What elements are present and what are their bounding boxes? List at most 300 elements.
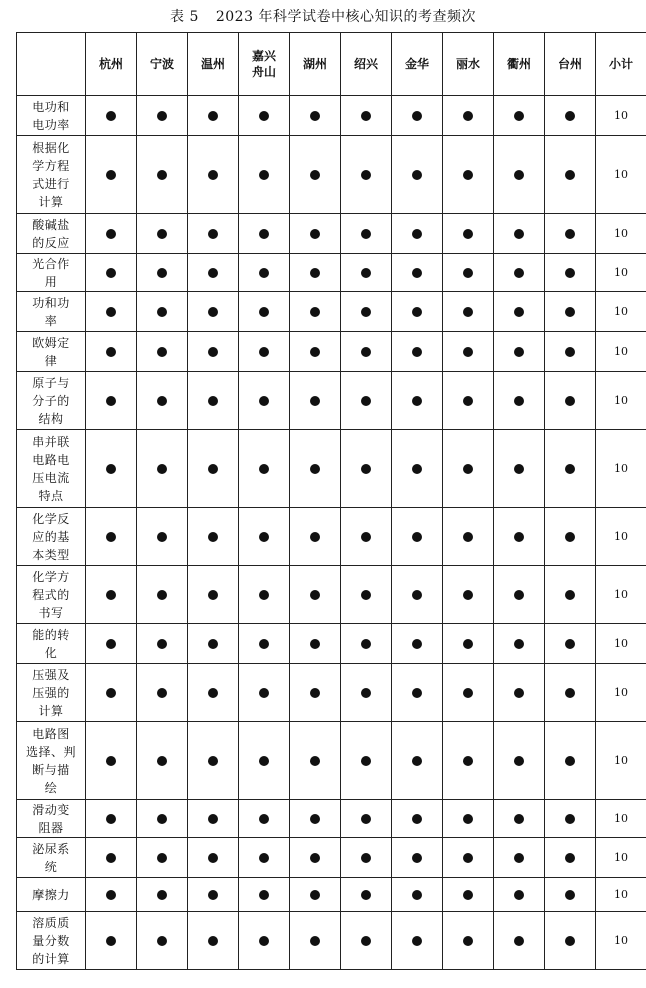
mark-cell <box>545 624 596 664</box>
table-row <box>17 722 646 800</box>
mark-cell <box>341 878 392 912</box>
mark-cell <box>290 878 341 912</box>
filled-dot-mark <box>514 590 524 600</box>
mark-cell <box>341 214 392 254</box>
filled-dot-mark <box>361 590 371 600</box>
filled-dot-mark <box>514 936 524 946</box>
column-header-city: 宁波 <box>137 33 188 96</box>
mark-cell <box>392 508 443 566</box>
mark-cell <box>137 722 188 800</box>
filled-dot-mark <box>463 936 473 946</box>
mark-cell <box>137 912 188 970</box>
mark-cell <box>137 566 188 624</box>
mark-cell <box>86 722 137 800</box>
filled-dot-mark <box>157 111 167 121</box>
mark-cell <box>392 624 443 664</box>
filled-dot-mark <box>259 347 269 357</box>
subtotal-cell: 10 <box>596 430 646 508</box>
filled-dot-mark <box>412 890 422 900</box>
frequency-table <box>16 32 646 970</box>
topic-cell: 电路图 选择、判 断与描 绘 <box>17 722 86 800</box>
mark-cell <box>137 136 188 214</box>
filled-dot-mark <box>412 532 422 542</box>
mark-cell <box>239 878 290 912</box>
mark-cell <box>341 136 392 214</box>
mark-cell <box>137 430 188 508</box>
filled-dot-mark <box>463 756 473 766</box>
filled-dot-mark <box>106 268 116 278</box>
filled-dot-mark <box>463 590 473 600</box>
filled-dot-mark <box>106 688 116 698</box>
subtotal-cell: 10 <box>596 624 646 664</box>
filled-dot-mark <box>259 268 269 278</box>
mark-cell <box>494 878 545 912</box>
filled-dot-mark <box>310 396 320 406</box>
mark-cell <box>239 722 290 800</box>
mark-cell <box>341 664 392 722</box>
table-row <box>17 292 646 332</box>
mark-cell <box>545 136 596 214</box>
filled-dot-mark <box>514 307 524 317</box>
mark-cell <box>137 878 188 912</box>
table-row <box>17 566 646 624</box>
filled-dot-mark <box>310 814 320 824</box>
mark-cell <box>188 292 239 332</box>
filled-dot-mark <box>565 229 575 239</box>
mark-cell <box>392 800 443 838</box>
filled-dot-mark <box>157 464 167 474</box>
filled-dot-mark <box>310 890 320 900</box>
filled-dot-mark <box>106 307 116 317</box>
mark-cell <box>290 372 341 430</box>
mark-cell <box>494 664 545 722</box>
table-body <box>17 96 646 970</box>
filled-dot-mark <box>514 853 524 863</box>
filled-dot-mark <box>310 170 320 180</box>
filled-dot-mark <box>208 756 218 766</box>
filled-dot-mark <box>565 814 575 824</box>
filled-dot-mark <box>361 814 371 824</box>
mark-cell <box>239 664 290 722</box>
topic-cell: 摩擦力 <box>17 878 86 912</box>
mark-cell <box>443 508 494 566</box>
topic-cell: 能的转 化 <box>17 624 86 664</box>
subtotal-cell: 10 <box>596 136 646 214</box>
mark-cell <box>86 136 137 214</box>
column-header-city: 嘉兴 舟山 <box>239 33 290 96</box>
filled-dot-mark <box>463 268 473 278</box>
mark-cell <box>545 292 596 332</box>
filled-dot-mark <box>565 688 575 698</box>
mark-cell <box>137 664 188 722</box>
filled-dot-mark <box>259 532 269 542</box>
table-caption <box>0 8 646 26</box>
filled-dot-mark <box>106 347 116 357</box>
subtotal-cell: 10 <box>596 664 646 722</box>
column-header-city: 金华 <box>392 33 443 96</box>
filled-dot-mark <box>157 814 167 824</box>
topic-cell: 欧姆定 律 <box>17 332 86 372</box>
filled-dot-mark <box>412 464 422 474</box>
filled-dot-mark <box>412 396 422 406</box>
mark-cell <box>545 912 596 970</box>
mark-cell <box>341 800 392 838</box>
column-header-city: 台州 <box>545 33 596 96</box>
mark-cell <box>341 508 392 566</box>
filled-dot-mark <box>157 936 167 946</box>
mark-cell <box>239 214 290 254</box>
filled-dot-mark <box>514 396 524 406</box>
filled-dot-mark <box>157 229 167 239</box>
filled-dot-mark <box>361 756 371 766</box>
filled-dot-mark <box>361 170 371 180</box>
filled-dot-mark <box>157 307 167 317</box>
mark-cell <box>137 508 188 566</box>
mark-cell <box>392 96 443 136</box>
filled-dot-mark <box>310 639 320 649</box>
filled-dot-mark <box>157 396 167 406</box>
topic-cell: 溶质质 量分数 的计算 <box>17 912 86 970</box>
filled-dot-mark <box>565 111 575 121</box>
filled-dot-mark <box>106 111 116 121</box>
mark-cell <box>239 624 290 664</box>
mark-cell <box>290 254 341 292</box>
mark-cell <box>392 136 443 214</box>
mark-cell <box>545 332 596 372</box>
filled-dot-mark <box>310 464 320 474</box>
mark-cell <box>494 800 545 838</box>
mark-cell <box>545 838 596 878</box>
mark-cell <box>239 508 290 566</box>
topic-cell: 酸碱盐 的反应 <box>17 214 86 254</box>
filled-dot-mark <box>259 111 269 121</box>
mark-cell <box>341 430 392 508</box>
mark-cell <box>188 96 239 136</box>
mark-cell <box>545 214 596 254</box>
mark-cell <box>239 254 290 292</box>
mark-cell <box>290 136 341 214</box>
filled-dot-mark <box>463 532 473 542</box>
mark-cell <box>494 508 545 566</box>
mark-cell <box>443 96 494 136</box>
mark-cell <box>188 214 239 254</box>
table-row <box>17 430 646 508</box>
mark-cell <box>545 430 596 508</box>
filled-dot-mark <box>565 396 575 406</box>
mark-cell <box>188 430 239 508</box>
filled-dot-mark <box>208 268 218 278</box>
filled-dot-mark <box>106 464 116 474</box>
mark-cell <box>86 372 137 430</box>
filled-dot-mark <box>106 590 116 600</box>
filled-dot-mark <box>157 890 167 900</box>
filled-dot-mark <box>361 464 371 474</box>
mark-cell <box>392 878 443 912</box>
filled-dot-mark <box>259 590 269 600</box>
filled-dot-mark <box>208 936 218 946</box>
mark-cell <box>86 254 137 292</box>
mark-cell <box>290 508 341 566</box>
table-row <box>17 624 646 664</box>
mark-cell <box>188 508 239 566</box>
filled-dot-mark <box>565 639 575 649</box>
mark-cell <box>86 508 137 566</box>
filled-dot-mark <box>157 268 167 278</box>
mark-cell <box>443 292 494 332</box>
mark-cell <box>290 292 341 332</box>
mark-cell <box>392 722 443 800</box>
mark-cell <box>137 332 188 372</box>
filled-dot-mark <box>310 268 320 278</box>
filled-dot-mark <box>514 347 524 357</box>
mark-cell <box>290 332 341 372</box>
mark-cell <box>443 332 494 372</box>
filled-dot-mark <box>412 347 422 357</box>
mark-cell <box>443 624 494 664</box>
filled-dot-mark <box>565 853 575 863</box>
corner-cell <box>17 33 86 96</box>
mark-cell <box>239 96 290 136</box>
mark-cell <box>239 332 290 372</box>
header-row <box>17 33 646 96</box>
filled-dot-mark <box>463 229 473 239</box>
filled-dot-mark <box>157 756 167 766</box>
mark-cell <box>443 254 494 292</box>
mark-cell <box>494 838 545 878</box>
filled-dot-mark <box>106 639 116 649</box>
mark-cell <box>494 136 545 214</box>
table-row <box>17 96 646 136</box>
mark-cell <box>290 96 341 136</box>
mark-cell <box>443 430 494 508</box>
mark-cell <box>392 292 443 332</box>
mark-cell <box>341 96 392 136</box>
filled-dot-mark <box>106 814 116 824</box>
mark-cell <box>137 214 188 254</box>
mark-cell <box>239 838 290 878</box>
mark-cell <box>494 96 545 136</box>
filled-dot-mark <box>361 268 371 278</box>
filled-dot-mark <box>106 936 116 946</box>
filled-dot-mark <box>157 590 167 600</box>
mark-cell <box>545 508 596 566</box>
mark-cell <box>392 332 443 372</box>
topic-cell: 功和功 率 <box>17 292 86 332</box>
mark-cell <box>494 566 545 624</box>
filled-dot-mark <box>310 936 320 946</box>
subtotal-cell: 10 <box>596 332 646 372</box>
filled-dot-mark <box>514 814 524 824</box>
mark-cell <box>290 800 341 838</box>
column-header-city: 湖州 <box>290 33 341 96</box>
column-header-city: 杭州 <box>86 33 137 96</box>
filled-dot-mark <box>463 111 473 121</box>
mark-cell <box>341 838 392 878</box>
filled-dot-mark <box>310 111 320 121</box>
mark-cell <box>86 800 137 838</box>
mark-cell <box>545 254 596 292</box>
filled-dot-mark <box>412 639 422 649</box>
mark-cell <box>443 912 494 970</box>
mark-cell <box>392 254 443 292</box>
filled-dot-mark <box>208 347 218 357</box>
mark-cell <box>392 838 443 878</box>
filled-dot-mark <box>361 307 371 317</box>
filled-dot-mark <box>106 170 116 180</box>
filled-dot-mark <box>208 464 218 474</box>
filled-dot-mark <box>310 756 320 766</box>
mark-cell <box>443 800 494 838</box>
mark-cell <box>86 292 137 332</box>
mark-cell <box>188 372 239 430</box>
table-row <box>17 508 646 566</box>
subtotal-cell: 10 <box>596 912 646 970</box>
mark-cell <box>392 664 443 722</box>
filled-dot-mark <box>106 853 116 863</box>
mark-cell <box>86 912 137 970</box>
mark-cell <box>239 912 290 970</box>
filled-dot-mark <box>565 890 575 900</box>
mark-cell <box>188 136 239 214</box>
filled-dot-mark <box>310 307 320 317</box>
mark-cell <box>239 136 290 214</box>
filled-dot-mark <box>412 268 422 278</box>
subtotal-cell: 10 <box>596 96 646 136</box>
mark-cell <box>188 332 239 372</box>
table-row <box>17 332 646 372</box>
filled-dot-mark <box>157 347 167 357</box>
mark-cell <box>239 292 290 332</box>
mark-cell <box>392 372 443 430</box>
filled-dot-mark <box>310 853 320 863</box>
filled-dot-mark <box>565 590 575 600</box>
filled-dot-mark <box>106 756 116 766</box>
subtotal-cell: 10 <box>596 878 646 912</box>
topic-cell: 串并联 电路电 压电流 特点 <box>17 430 86 508</box>
mark-cell <box>290 838 341 878</box>
mark-cell <box>494 430 545 508</box>
mark-cell <box>443 878 494 912</box>
table-row <box>17 800 646 838</box>
topic-cell: 滑动变 阻器 <box>17 800 86 838</box>
filled-dot-mark <box>361 532 371 542</box>
mark-cell <box>341 722 392 800</box>
filled-dot-mark <box>310 229 320 239</box>
topic-cell: 原子与 分子的 结构 <box>17 372 86 430</box>
mark-cell <box>443 136 494 214</box>
filled-dot-mark <box>259 936 269 946</box>
filled-dot-mark <box>208 307 218 317</box>
mark-cell <box>137 372 188 430</box>
topic-cell: 压强及 压强的 计算 <box>17 664 86 722</box>
filled-dot-mark <box>361 936 371 946</box>
filled-dot-mark <box>361 890 371 900</box>
filled-dot-mark <box>106 532 116 542</box>
table-number: 表 5 <box>170 9 199 25</box>
mark-cell <box>86 624 137 664</box>
mark-cell <box>137 254 188 292</box>
filled-dot-mark <box>514 229 524 239</box>
table-row <box>17 912 646 970</box>
topic-cell: 电功和 电功率 <box>17 96 86 136</box>
mark-cell <box>443 722 494 800</box>
filled-dot-mark <box>361 347 371 357</box>
mark-cell <box>137 838 188 878</box>
mark-cell <box>545 878 596 912</box>
filled-dot-mark <box>565 268 575 278</box>
mark-cell <box>443 838 494 878</box>
mark-cell <box>86 566 137 624</box>
filled-dot-mark <box>208 590 218 600</box>
mark-cell <box>341 292 392 332</box>
mark-cell <box>341 332 392 372</box>
mark-cell <box>392 566 443 624</box>
topic-cell: 泌尿系 统 <box>17 838 86 878</box>
mark-cell <box>290 214 341 254</box>
filled-dot-mark <box>259 639 269 649</box>
mark-cell <box>290 912 341 970</box>
mark-cell <box>494 254 545 292</box>
column-header-city: 衢州 <box>494 33 545 96</box>
mark-cell <box>86 96 137 136</box>
filled-dot-mark <box>208 853 218 863</box>
filled-dot-mark <box>259 170 269 180</box>
subtotal-cell: 10 <box>596 254 646 292</box>
filled-dot-mark <box>310 347 320 357</box>
mark-cell <box>290 664 341 722</box>
mark-cell <box>341 566 392 624</box>
filled-dot-mark <box>463 307 473 317</box>
table-row <box>17 136 646 214</box>
filled-dot-mark <box>514 268 524 278</box>
mark-cell <box>188 838 239 878</box>
filled-dot-mark <box>412 307 422 317</box>
filled-dot-mark <box>565 307 575 317</box>
table-row <box>17 372 646 430</box>
topic-cell: 化学反 应的基 本类型 <box>17 508 86 566</box>
subtotal-cell: 10 <box>596 838 646 878</box>
filled-dot-mark <box>514 890 524 900</box>
filled-dot-mark <box>106 890 116 900</box>
filled-dot-mark <box>259 688 269 698</box>
filled-dot-mark <box>259 307 269 317</box>
mark-cell <box>290 722 341 800</box>
mark-cell <box>86 430 137 508</box>
filled-dot-mark <box>259 756 269 766</box>
filled-dot-mark <box>514 688 524 698</box>
filled-dot-mark <box>463 347 473 357</box>
filled-dot-mark <box>106 229 116 239</box>
filled-dot-mark <box>157 853 167 863</box>
topic-cell: 化学方 程式的 书写 <box>17 566 86 624</box>
mark-cell <box>341 624 392 664</box>
filled-dot-mark <box>514 464 524 474</box>
filled-dot-mark <box>208 890 218 900</box>
filled-dot-mark <box>208 639 218 649</box>
filled-dot-mark <box>412 814 422 824</box>
mark-cell <box>290 624 341 664</box>
filled-dot-mark <box>514 170 524 180</box>
mark-cell <box>341 372 392 430</box>
mark-cell <box>137 800 188 838</box>
mark-cell <box>239 566 290 624</box>
filled-dot-mark <box>361 396 371 406</box>
mark-cell <box>188 912 239 970</box>
mark-cell <box>494 332 545 372</box>
filled-dot-mark <box>259 464 269 474</box>
mark-cell <box>545 800 596 838</box>
mark-cell <box>188 800 239 838</box>
